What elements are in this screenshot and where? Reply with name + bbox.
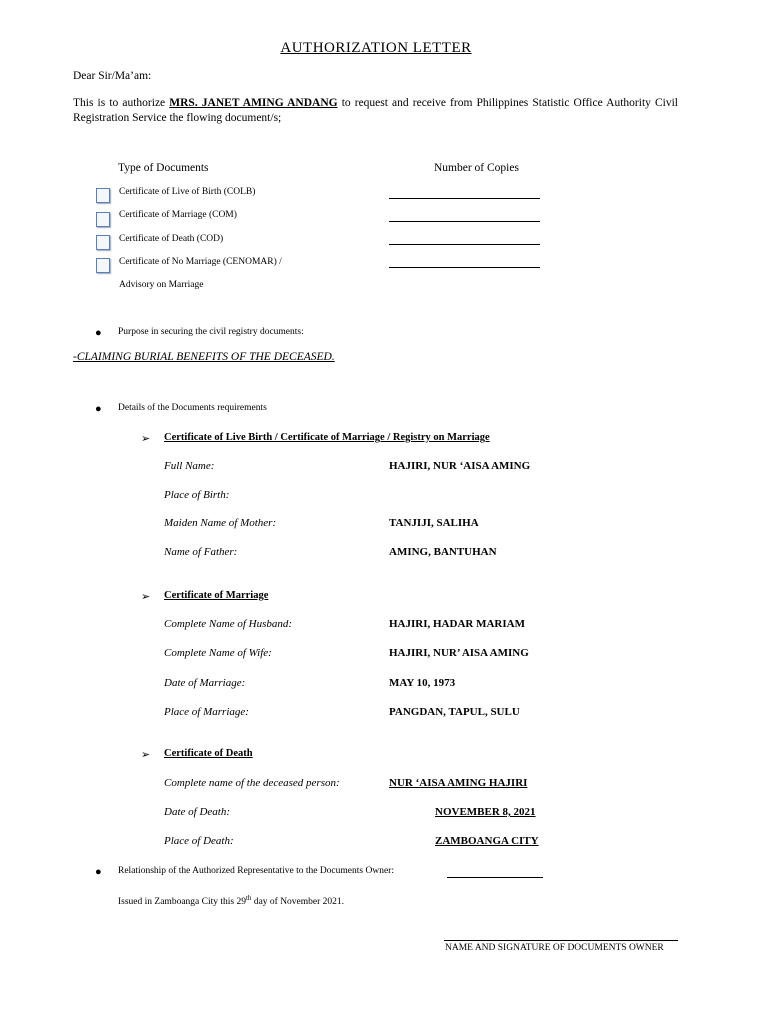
- doc-label-colb: Certificate of Live of Birth (COLB): [119, 187, 256, 197]
- field-value: HAJIRI, NUR’ AISA AMING: [389, 647, 529, 659]
- relationship-blank[interactable]: [447, 877, 543, 878]
- arrow-bullet-icon: ➢: [141, 433, 151, 445]
- field-value: ZAMBOANGA CITY: [435, 835, 539, 847]
- copies-blank-cenomar[interactable]: [389, 267, 540, 268]
- page-title: AUTHORIZATION LETTER: [280, 40, 472, 56]
- field-value: HAJIRI, NUR ‘AISA AMING: [389, 460, 531, 472]
- purpose-value: -CLAIMING BURIAL BENEFITS OF THE DECEASED.: [73, 351, 335, 363]
- field-value: NOVEMBER 8, 2021: [435, 806, 536, 818]
- copies-blank-colb[interactable]: [389, 198, 540, 199]
- field-label: Date of Death:: [164, 806, 230, 818]
- field-label: Maiden Name of Mother:: [164, 517, 277, 529]
- section-heading-birth: Certificate of Live Birth / Certificate of Marriage / Registry on Marriage: [164, 432, 490, 443]
- field-label: Place of Marriage:: [164, 706, 249, 718]
- salutation: Dear Sir/Ma’am:: [73, 70, 152, 82]
- arrow-bullet-icon: ➢: [141, 591, 151, 603]
- bullet-icon: ●: [95, 866, 102, 878]
- field-value: NUR ‘AISA AMING HAJIRI: [389, 777, 528, 789]
- doc-label-cenomar-continuation: Advisory on Marriage: [119, 280, 204, 290]
- relationship-label: Relationship of the Authorized Representative to the Documents Owner:: [118, 866, 394, 876]
- field-label: Full Name:: [164, 460, 215, 472]
- checkbox-colb[interactable]: [96, 188, 110, 203]
- intro-after: to request and receive from Philippines Statistic Office Authority Civil Registration Service the flowing document/s;: [73, 97, 678, 124]
- field-value: PANGDAN, TAPUL, SULU: [389, 706, 520, 718]
- issued-statement: [118, 894, 344, 907]
- signature-label: NAME AND SIGNATURE OF DOCUMENTS OWNER: [445, 943, 664, 953]
- issued-after: day of November 2021.: [251, 897, 345, 908]
- field-label: Complete Name of Husband:: [164, 618, 293, 630]
- details-label: Details of the Documents requirements: [118, 403, 267, 413]
- header-type-of-documents: Type of Documents: [118, 162, 209, 174]
- purpose-label: Purpose in securing the civil registry documents:: [118, 327, 304, 337]
- header-number-of-copies: Number of Copies: [434, 162, 519, 174]
- field-value: MAY 10, 1973: [389, 677, 456, 689]
- copies-blank-cod[interactable]: [389, 244, 540, 245]
- doc-label-com: Certificate of Marriage (COM): [119, 210, 237, 220]
- copies-blank-com[interactable]: [389, 221, 540, 222]
- bullet-icon: ●: [95, 327, 102, 339]
- intro-paragraph: [73, 96, 678, 126]
- field-label: Date of Marriage:: [164, 677, 246, 689]
- intro-before: This is to authorize: [73, 97, 170, 109]
- field-label: Name of Father:: [164, 546, 238, 558]
- signature-line[interactable]: [444, 940, 678, 941]
- field-value: HAJIRI, HADAR MARIAM: [389, 618, 525, 630]
- issued-sup: th: [245, 894, 252, 902]
- bullet-icon: ●: [95, 403, 102, 415]
- doc-label-cenomar: Certificate of No Marriage (CENOMAR) /: [119, 257, 282, 267]
- checkbox-com[interactable]: [96, 212, 110, 227]
- section-heading-marriage: Certificate of Marriage: [164, 590, 269, 601]
- authorized-name: MRS. JANET AMING ANDANG: [169, 97, 338, 109]
- doc-label-cod: Certificate of Death (COD): [119, 234, 224, 244]
- field-label: Complete name of the deceased person:: [164, 777, 340, 789]
- issued-before: Issued in Zamboanga City this 29: [118, 897, 246, 908]
- field-value: TANJIJI, SALIHA: [389, 517, 479, 529]
- field-label: Place of Death:: [164, 835, 234, 847]
- field-label: Place of Birth:: [164, 489, 230, 501]
- field-value: AMING, BANTUHAN: [389, 546, 497, 558]
- checkbox-cenomar[interactable]: [96, 258, 110, 273]
- checkbox-cod[interactable]: [96, 235, 110, 250]
- field-label: Complete Name of Wife:: [164, 647, 272, 659]
- section-heading-death: Certificate of Death: [164, 748, 253, 759]
- arrow-bullet-icon: ➢: [141, 749, 151, 761]
